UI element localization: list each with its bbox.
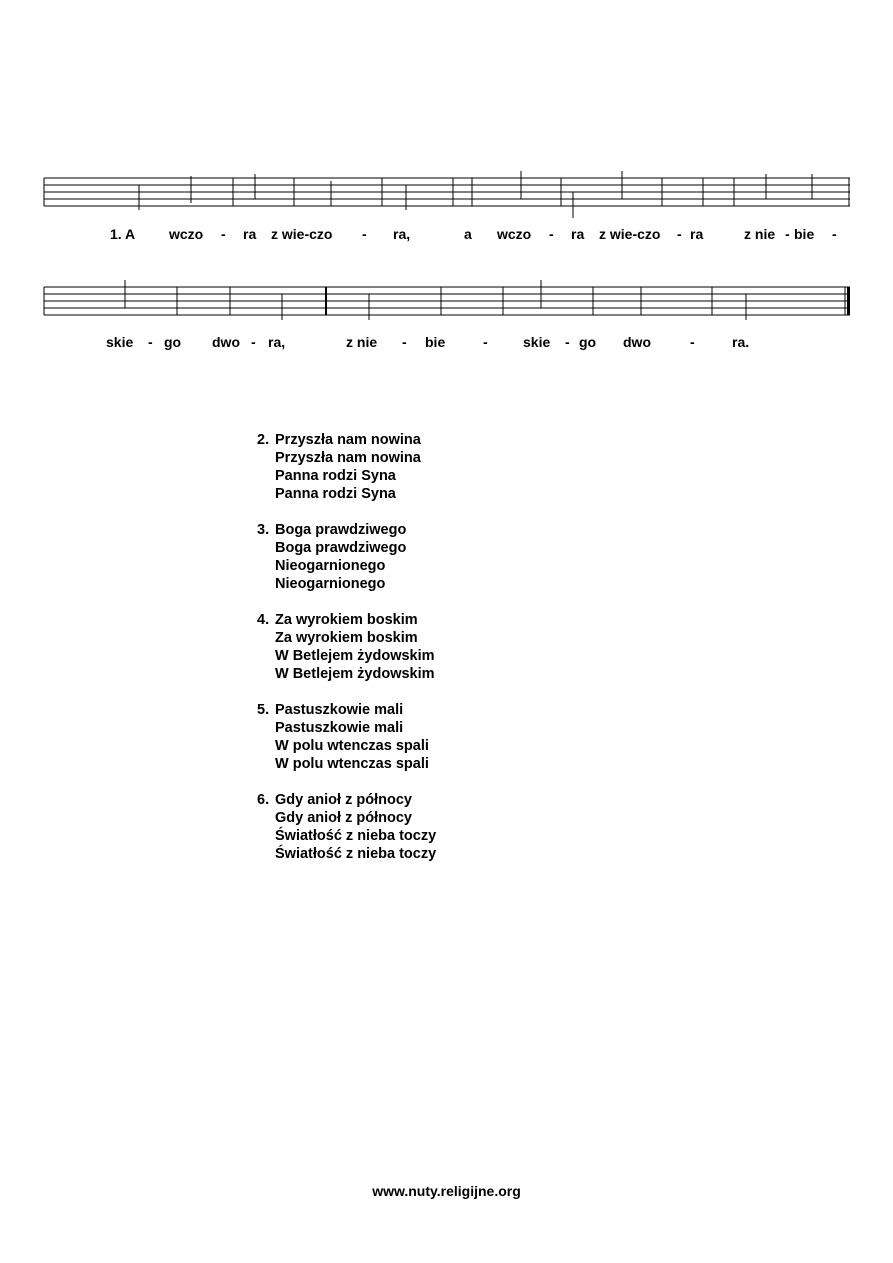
- music-staff-2: [0, 0, 893, 330]
- syllable: -: [785, 226, 790, 242]
- verse-number: 6.: [257, 792, 270, 808]
- verse-5: [257, 701, 436, 773]
- footer-website: www.nuty.religijne.org: [372, 1183, 521, 1199]
- verse-2: [257, 431, 436, 503]
- verse-line: W polu wtenczas spali: [275, 756, 429, 772]
- syllable: ra.: [732, 334, 750, 350]
- verse-line: Panna rodzi Syna: [275, 468, 396, 484]
- syllable: -: [251, 334, 256, 350]
- verse-line: Pastuszkowie mali: [275, 720, 404, 736]
- syllable: -: [402, 334, 407, 350]
- syllable: ra,: [268, 334, 286, 350]
- verse-line: Nieogarnionego: [275, 576, 386, 592]
- syllable: bie: [425, 334, 446, 350]
- verse-number: 2.: [257, 432, 270, 448]
- syllable: dwo: [212, 334, 240, 350]
- syllable: -: [148, 334, 153, 350]
- syllable: -: [549, 226, 554, 242]
- syllable: a: [464, 226, 472, 242]
- verse-line: W Betlejem żydowskim: [275, 666, 435, 682]
- verse-line: Światłość z nieba toczy: [275, 828, 437, 844]
- verse-line: Gdy anioł z północy: [275, 810, 412, 826]
- syllable: go: [164, 334, 182, 350]
- lyrics-line-2: [0, 334, 893, 354]
- verse-line: Panna rodzi Syna: [275, 486, 396, 502]
- syllable: ra,: [393, 226, 411, 242]
- verse-number: 5.: [257, 702, 270, 718]
- verse-line: W polu wtenczas spali: [275, 738, 429, 754]
- syllable: wczo: [497, 226, 532, 242]
- syllable: z nie: [744, 226, 776, 242]
- syllable: z nie: [346, 334, 378, 350]
- verse-number: 3.: [257, 522, 270, 538]
- syllable: skie: [106, 334, 134, 350]
- syllable: -: [690, 334, 695, 350]
- syllable: -: [677, 226, 682, 242]
- syllable: z wie-czo: [271, 226, 333, 242]
- syllable: -: [483, 334, 488, 350]
- syllable: ra: [571, 226, 585, 242]
- syllable: 1. A: [110, 226, 136, 242]
- verse-line: Za wyrokiem boskim: [275, 630, 418, 646]
- syllable: ra: [243, 226, 257, 242]
- verse-3: [257, 521, 436, 593]
- syllable: z wie-czo: [599, 226, 661, 242]
- verse-number: 4.: [257, 612, 270, 628]
- verse-line: Boga prawdziwego: [275, 540, 407, 556]
- syllable: skie: [523, 334, 551, 350]
- verse-line: Nieogarnionego: [275, 558, 386, 574]
- syllable: -: [221, 226, 226, 242]
- verse-line: W Betlejem żydowskim: [275, 648, 435, 664]
- syllable: bie: [794, 226, 815, 242]
- verse-line: 3. Boga prawdziwego: [257, 522, 407, 538]
- verses-block: [257, 431, 436, 881]
- verse-line: 4. Za wyrokiem boskim: [257, 612, 418, 628]
- syllable: -: [565, 334, 570, 350]
- verse-line: 5. Pastuszkowie mali: [257, 702, 404, 718]
- verse-4: [257, 611, 436, 683]
- syllable: -: [362, 226, 367, 242]
- verse-line: Światłość z nieba toczy: [275, 846, 437, 862]
- syllable: -: [832, 226, 837, 242]
- verse-line: 2. Przyszła nam nowina: [257, 432, 421, 448]
- verse-line: 6. Gdy anioł z północy: [257, 792, 412, 808]
- syllable: dwo: [623, 334, 651, 350]
- verse-6: [257, 791, 436, 863]
- syllable: ra: [690, 226, 704, 242]
- syllable: wczo: [169, 226, 204, 242]
- lyrics-line-1: [0, 226, 893, 246]
- verse-line: Przyszła nam nowina: [275, 450, 421, 466]
- syllable: go: [579, 334, 597, 350]
